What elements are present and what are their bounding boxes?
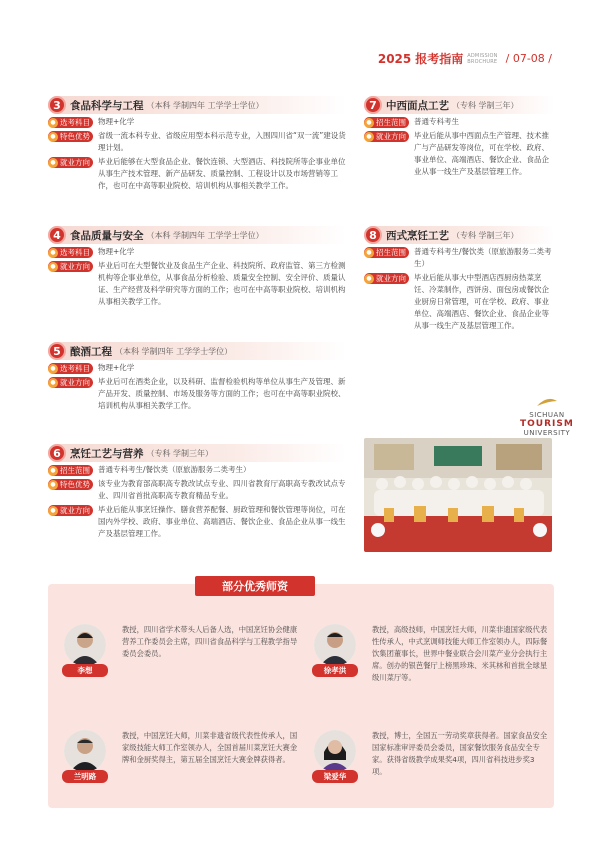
badge-dot-icon: ● [48, 378, 58, 388]
row-badge [364, 247, 409, 258]
major-name: 食品质量与安全 [70, 229, 144, 242]
major-name: 西式烹饪工艺 [386, 229, 449, 242]
row-text: 毕业后能从事大中型酒店西厨房热菜烹饪、冷菜制作，西饼房、面包房或餐饮企业厨房日常管理，可在学校、政府、事业单位、高端酒店、餐饮企业、食品企业等从事一线生产及基层管理工作。 [414, 273, 549, 330]
badge-label: 选考科目 [60, 118, 90, 127]
badge-dot-icon: ● [364, 274, 374, 284]
badge-dot-icon: ● [48, 132, 58, 142]
major-row [364, 273, 554, 332]
row-badge [48, 465, 93, 476]
avatar [312, 624, 358, 680]
badge-label: 就业方向 [60, 506, 90, 515]
badge-label: 招生范围 [376, 248, 406, 257]
row-text: 物理+化学 [98, 117, 135, 126]
badge-label: 就业方向 [60, 378, 90, 387]
row-text: 毕业后能从事烹饪操作、膳食营养配餐、厨政管理和餐饮管理等岗位，可在国内外学校、政府、事业单位、高端酒店、餐饮企业、食品企业从事一线生产及基层管理工作。 [98, 505, 346, 538]
major-row [48, 479, 346, 502]
major-row [48, 247, 346, 258]
badge-label: 招生范围 [60, 466, 90, 475]
row-badge [48, 157, 93, 168]
badge-dot-icon: ● [48, 158, 58, 168]
faculty-person [312, 730, 548, 786]
major-name: 食品科学与工程 [70, 99, 144, 112]
row-text: 物理+化学 [98, 247, 135, 256]
person-icon [64, 730, 106, 772]
faculty-person [62, 730, 302, 786]
badge-dot-icon: ● [48, 466, 58, 476]
row-badge [48, 505, 93, 516]
row-text: 省级一流本科专业、省级应用型本科示范专业，入围四川省“双一流”建设货理计划。 [98, 131, 346, 152]
avatar-photo [64, 624, 106, 666]
person-name: 梁爱华 [312, 770, 358, 783]
major-row [48, 261, 346, 308]
major-section-5 [48, 342, 346, 412]
row-text: 物理+化学 [98, 363, 135, 372]
person-desc: 教授，四川省学术带头人后备人选，中国烹饪协会健康营养工作委员会主席，四川省食品科学与工程教学指导委员会委员。 [122, 625, 298, 658]
avatar [312, 730, 358, 786]
major-name: 烹饪工艺与营养 [70, 447, 144, 460]
person-icon [64, 624, 106, 666]
logo-line1: SICHUAN [529, 411, 565, 419]
major-degree: （专科 学制三年） [452, 100, 519, 110]
avatar [62, 730, 108, 786]
badge-dot-icon: ● [48, 118, 58, 128]
person-desc: 教授，高级技师，中国烹饪大师，川菜非遗国家级代表性传承人，中式烹调师技能大师工作室领办人，四际餐饮集团董事长，世界中餐业联合会川菜产业分会执行主席。创办的银芭餐厅上榜黑珍珠、米其林和首批全球星级川菜厅等。 [372, 625, 548, 682]
avatar [62, 624, 108, 680]
major-name: 酿酒工程 [70, 345, 112, 358]
row-text: 毕业后可在大型餐饮业及食品生产企业、科技院所、政府监管、第三方检测机构等企事业单位，从事食品分析检验、质量安全控制、安全评价、质量认证、生产经营及科学研究等方面的工作；也可在中高等职业院校、培训机构从事相关教学工作。 [98, 261, 346, 306]
major-row [48, 363, 346, 374]
major-section-3 [48, 96, 346, 192]
group-photo-image [364, 438, 552, 552]
person-name: 兰明路 [62, 770, 108, 783]
avatar-photo [64, 730, 106, 772]
faculty-person [62, 624, 302, 680]
major-degree: （本科 学制四年 工学学士学位） [146, 230, 264, 240]
badge-dot-icon: ● [364, 248, 374, 258]
row-badge [48, 363, 93, 374]
person-icon [314, 624, 356, 666]
badge-label: 特色优势 [60, 132, 90, 141]
major-title-bar [364, 96, 554, 114]
row-text: 普通专科考生/餐饮类（原旅游服务二类考生） [98, 465, 251, 474]
group-photo [364, 438, 552, 552]
header-en-line1: ADMISSION [467, 52, 498, 59]
badge-label: 就业方向 [60, 262, 90, 271]
avatar-photo [314, 624, 356, 666]
person-name: 李想 [62, 664, 108, 677]
major-title-bar [48, 342, 346, 360]
faculty-title: 部分优秀师资 [195, 576, 315, 596]
major-degree: （专科 学制三年） [146, 448, 214, 458]
row-badge [48, 261, 93, 272]
major-number: 8 [364, 226, 382, 244]
badge-label: 选考科目 [60, 248, 90, 257]
badge-dot-icon: ● [48, 262, 58, 272]
major-row [364, 131, 554, 178]
badge-dot-icon: ● [48, 364, 58, 374]
badge-dot-icon: ● [364, 118, 374, 128]
row-badge [364, 273, 409, 284]
row-badge [48, 117, 93, 128]
row-text: 毕业后能从事中西面点生产管理、技术推广与产品研发等岗位，可在学校、政府、事业单位、高端酒店、餐饮企业、食品企业从事一线生产及基层管理工作。 [414, 131, 549, 176]
row-badge [48, 377, 93, 388]
major-section-4 [48, 226, 346, 308]
row-badge [48, 479, 93, 490]
badge-dot-icon: ● [364, 132, 374, 142]
person-desc: 教授，中国烹饪大师，川菜非遗省级代表性传承人，国家级技能大师工作室领办人，全国首届川菜烹饪大赛金牌和金厨奖得主，第五届全国烹饪大赛金牌获得者。 [122, 731, 298, 764]
badge-label: 就业方向 [376, 132, 406, 141]
major-degree: （专科 学制三年） [452, 230, 519, 240]
major-row [48, 505, 346, 540]
major-section-7 [364, 96, 554, 178]
major-degree: （本科 学制四年 工学学士学位） [146, 100, 264, 110]
logo-line2: TOURISM [520, 419, 574, 429]
badge-label: 就业方向 [60, 158, 90, 167]
row-badge [364, 131, 409, 142]
row-text: 普通专科考生/餐饮类（原旅游服务二类考生） [414, 247, 552, 268]
major-section-6 [48, 444, 346, 540]
major-name: 中西面点工艺 [386, 99, 449, 112]
major-title-bar [48, 444, 346, 462]
page-header [378, 50, 552, 67]
major-row [364, 247, 554, 270]
badge-dot-icon: ● [48, 506, 58, 516]
leaf-icon [535, 397, 559, 407]
badge-label: 选考科目 [60, 364, 90, 373]
major-title-bar [48, 96, 346, 114]
major-row [48, 157, 346, 192]
badge-label: 特色优势 [60, 480, 90, 489]
badge-dot-icon: ● [48, 480, 58, 490]
logo-line3: UNIVERSITY [523, 429, 571, 437]
header-guide-title: 报考指南 [415, 52, 464, 66]
row-badge [48, 247, 93, 258]
major-title-bar [48, 226, 346, 244]
page-numbers: / 07-08 / [505, 52, 552, 65]
major-number: 7 [364, 96, 382, 114]
major-number: 6 [48, 444, 66, 462]
major-row [48, 117, 346, 128]
row-text: 该专业为教育部高职高专教改试点专业、四川省教育厅高职高专教改试点专业、四川省首批高职高专教育精品专业。 [98, 479, 346, 500]
badge-label: 就业方向 [376, 274, 406, 283]
row-text: 普通专科考生 [414, 117, 459, 126]
major-number: 5 [48, 342, 66, 360]
major-row [48, 377, 346, 412]
badge-label: 招生范围 [376, 118, 406, 127]
header-en-line2: BROCHURE [467, 58, 498, 65]
row-badge [364, 117, 409, 128]
major-title-bar [364, 226, 554, 244]
person-name: 徐孝洪 [312, 664, 358, 677]
faculty-person [312, 624, 548, 684]
university-logo [520, 392, 574, 437]
header-en [467, 53, 497, 65]
major-row [364, 117, 554, 128]
header-year: 2025 [377, 51, 412, 66]
major-degree: （本科 学制四年 工学学士学位） [115, 346, 233, 356]
badge-dot-icon: ● [48, 248, 58, 258]
major-row [48, 131, 346, 154]
major-number: 3 [48, 96, 66, 114]
row-text: 毕业后可在酒类企业，以及科研、监督检验机构等单位从事生产及管理、新产品开发、质量控制、市场及服务等方面的工作；也可在中高等职业院校、培训机构从事相关教学工作。 [98, 377, 346, 410]
avatar-photo [314, 730, 356, 772]
major-section-8 [364, 226, 554, 332]
major-number: 4 [48, 226, 66, 244]
row-text: 毕业后能够在大型食品企业、餐饮连锁、大型酒店、科技院所等企事业单位从事生产技术管理、新产品研发、质量控制、工程设计以及市场营销等工作，也可在中高等职业院校、培训机构从事相关教学工作。 [98, 157, 346, 190]
major-row [48, 465, 346, 476]
person-icon [314, 730, 356, 772]
person-desc: 教授，博士，全国五一劳动奖章获得者。国家食品安全国家标准审评委员会委员，国家餐饮服务食品安全专家。获得省级教学成果奖4项，四川省科技进步奖3项。 [372, 731, 548, 776]
row-badge [48, 131, 93, 142]
